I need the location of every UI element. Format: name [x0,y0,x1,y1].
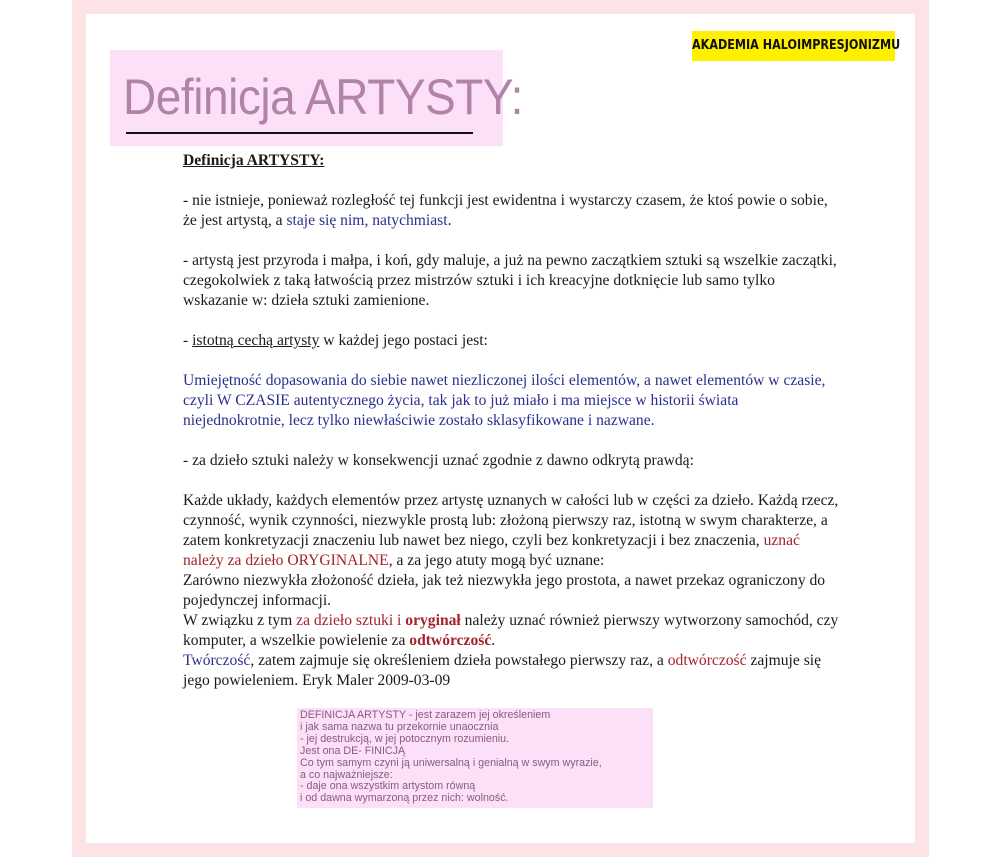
paragraph-9-text: , zatem zajmuje się określeniem dzieła powstałego pierwszy raz, a [250,652,668,669]
paragraph-8-text: W związku z tym [183,612,297,629]
paragraph-9-signature: zajmuje się jego powieleniem. Eryk Maler 2009-03-09 [183,652,822,689]
paragraph-1-highlight: staje się nim, natychmiast [286,212,448,229]
paragraph-3-dash: - [183,332,193,349]
note-line: - jej destrukcją, w jej potocznym rozumieniu. [300,732,510,745]
paragraph-3-underlined: istotną cechą artysty [192,332,320,349]
paragraph-1-end: . [447,212,452,229]
document-heading: Definicja ARTYSTY: [183,152,325,169]
paragraph-5: - za dzieło sztuki należy w konsekwencji uznać zgodnie z dawno odkrytą prawdą: [183,452,694,469]
paragraph-6-text: Każde układy, każdych elementów przez artystę uznanych w całości lub w części za dzieło. Każdą rzecz, czynność, wynik czynności, niezwykle prostą lub: złożoną pierwszy raz, istotną w swym charakterze, a zatem konkretyzacji znaczeniu lub nawet bez niego, czyli bez konkretyzacji i bez znaczenia, [183,492,839,549]
paragraph-7: Zarówno niezwykła złożoność dzieła, jak też niezwykła jego prostota, a nawet przekaz ograniczony do pojedynczej informacji. [183,572,826,609]
title-banner [110,50,523,146]
paragraph-8-middle: należy uznać również pierwszy wytworzony samochód, czy komputer, a wszelkie powielenie za [183,612,839,649]
paragraph-8-bold: oryginał [405,612,461,629]
paragraph-6 [183,491,843,571]
paragraph-8-highlight: za dzieło sztuki i [296,612,406,629]
title-banner-text: Definicja ARTYSTY: [123,69,523,125]
note-line: i jak sama nazwa tu przekornie unaocznia [300,720,499,733]
paragraph-6-highlight: uznać należy za dzieło ORYGINALNE [183,532,800,569]
paragraph-3 [183,331,843,351]
paragraph-1-text: - nie istnieje, ponieważ rozległość tej funkcji jest ewidentna i wystarczy czasem, że ktoś powie o sobie, że jest artystą, a [183,192,828,229]
paragraph-9-highlight-2: odtwórczość [667,652,747,669]
paragraph-3-text: w każdej jego postaci jest: [319,332,488,349]
note-line: DEFINICJA ARTYSTY - jest zarazem jej określeniem [300,709,551,721]
paragraph-8 [183,611,843,651]
paragraph-2: - artystą jest przyroda i małpa, i koń, gdy maluje, a już na pewno zaczątkiem sztuki są wszelkie zaczątki, czegokolwiek z taką łatwością przez mistrzów sztuki i ich kreacyjne dotknięcie lub samo tylko wskazanie w: dzieła sztuki zamienione. [183,252,837,309]
paragraph-6-end: , a za jego atuty mogą być uznane: [388,552,605,569]
note-line: i od dawna wymarzoną przez nich: wolność. [300,792,509,805]
note-line: a co najważniejsze: [300,768,393,781]
paragraph-9-highlight: Twórczość [183,652,251,669]
definition-note-box [297,708,653,808]
paragraph-4: Umiejętność dopasowania do siebie nawet niezliczonej ilości elementów, a nawet elementów w czasie, czyli W CZASIE autentycznego życia, tak jak to już miało i ma miejsce w historii świata niejednokrotnie, lecz tylko niewłaściwie zostało sklasyfikowane i nazwane. [183,372,826,429]
academy-badge: AKADEMIA HALOIMPRESJONIZMU [692,31,895,61]
note-line: Co tym samym czyni ją uniwersalną i genialną w swym wyrazie, [300,756,602,769]
paragraph-8-period: . [491,632,496,649]
paragraph-1 [183,191,843,231]
paragraph-9 [183,651,843,691]
note-line: - daje ona wszystkim artystom równą [300,780,476,793]
note-line: Jest ona DE- FINICJĄ [300,744,406,757]
paragraph-8-bold-end: odtwórczość [409,632,492,649]
document-body [183,151,843,691]
title-underline [126,132,473,134]
